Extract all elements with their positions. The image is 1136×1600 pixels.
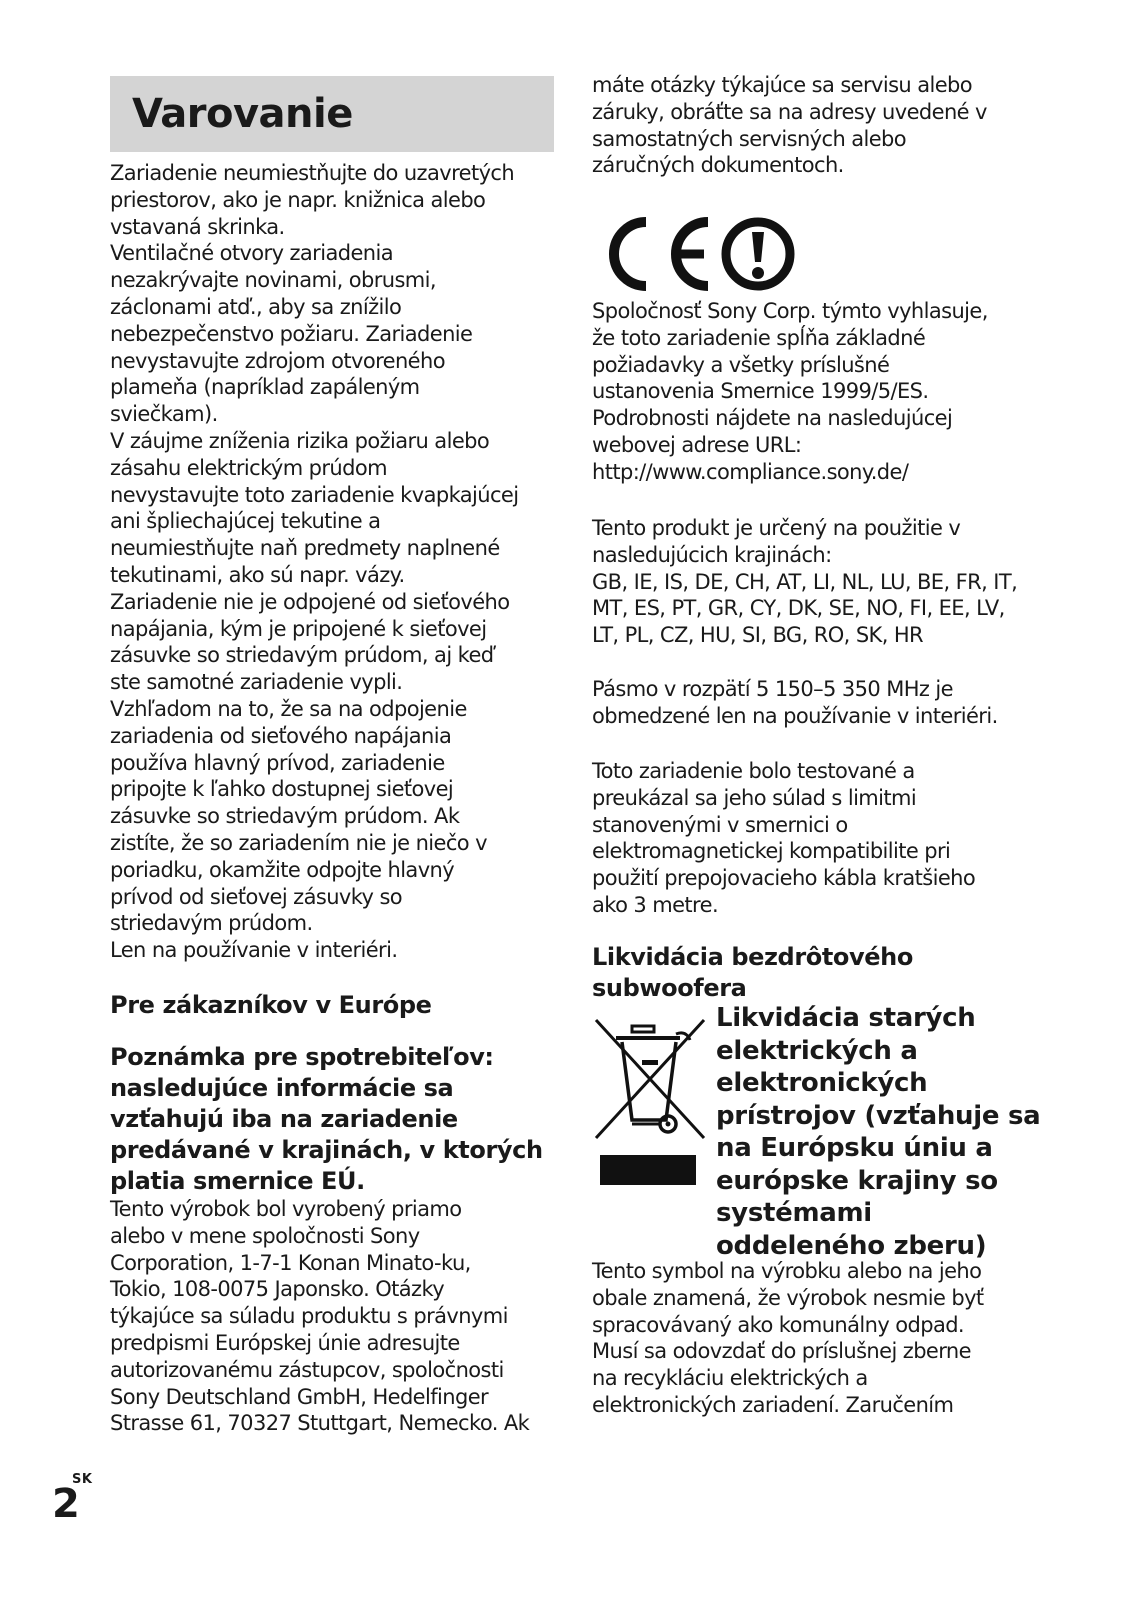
- ce-mark-group: [592, 216, 802, 296]
- countries-text: Tento produkt je určený na použitie v nasledujúcich krajinách: GB, IE, IS, DE, CH, AT, LI, NL, LU, BE, FR, IT, MT, ES, PT, GR, CY, DK, SE, NO, FI, EE, LV, LT, PL, CZ, HU, SI, BG, RO, SK, HR: [592, 516, 1018, 648]
- heading-consumer-note: Poznámka pre spotrebiteľov: nasledujúce informácie sa vzťahujú iba na zariadenie predávané v krajinách, v ktorých platia smernice EÚ.: [110, 1043, 543, 1195]
- weee-bar: [600, 1155, 696, 1185]
- page-title: Varovanie: [132, 91, 353, 137]
- heading-europe: Pre zákazníkov v Európe: [110, 991, 432, 1019]
- weee-symbol: [592, 1016, 708, 1186]
- declaration-text: Spoločnosť Sony Corp. týmto vyhlasuje, že toto zariadenie spĺňa základné požiadavky a všetky príslušné ustanovenia Smernice 1999/5/ES. Podrobnosti nájdete na nasledujúcej webovej adrese URL: http://www.compliance.sony.de/: [592, 299, 988, 484]
- page-number: 2: [52, 1481, 80, 1527]
- band-text: Pásmo v rozpätí 5 150–5 350 MHz je obmedzené len na používanie v interiéri.: [592, 677, 998, 728]
- note-text: Tento výrobok bol vyrobený priamo alebo v mene spoločnosti Sony Corporation, 1-7-1 Konan Minato-ku, Tokio, 108-0075 Japonsko. Otázky týkajúce sa súladu produktu s právnymi predpismi Európskej únie adresujte autorizovanému zástupcov, spoločnosti Sony Deutschland GmbH, Hedelfinger Strasse 61, 70327 Stuttgart, Nemecko. Ak: [110, 1197, 530, 1436]
- ce-mark-icon: [592, 216, 802, 292]
- continued-text: máte otázky týkajúce sa servisu alebo záruky, obráťte sa na adresy uvedené v samostatných servisných alebo záručných dokumentoch.: [592, 73, 987, 178]
- exclamation-circle-icon: [726, 222, 790, 286]
- disposal-text: Tento symbol na výrobku alebo na jeho obale znamená, že výrobok nesmie byť spracovávaný ako komunálny odpad. Musí sa odovzdať do príslušnej zberne na recykláciu elektrických a elektronických zariadení. Zaručením: [592, 1259, 984, 1417]
- page-language: SK: [72, 1472, 93, 1487]
- heading-disposal: Likvidácia bezdrôtového subwoofera: [592, 943, 913, 1002]
- title-box: [110, 76, 554, 152]
- heading-old-devices: Likvidácia starých elektrických a elektronických prístrojov (vzťahuje sa na Európsku úniu a európske krajiny so systémami oddeleného zberu): [716, 1003, 1041, 1261]
- warning-text: Zariadenie neumiestňujte do uzavretých priestorov, ako je napr. knižnica alebo vstavaná skrinka. Ventilačné otvory zariadenia nezakrývajte novinami, obrusmi, záclonami atď., aby sa znížilo nebezpečenstvo požiaru. Zariadenie nevystavujte zdrojom otvoreného plameňa (napríklad zapáleným sviečkam). V záujme zníženia rizika požiaru alebo zásahu elektrickým prúdom nevystavujte toto zariadenie kvapkajúcej ani špliechajúcej tekutine a neumiestňujte naň predmety naplnené tekutinami, ako sú napr. vázy. Zariadenie nie je odpojené od sieťového napájania, kým je pripojené k sieťovej zásuvke so striedavým prúdom, aj keď ste samotné zariadenie vypli. Vzhľadom na to, že sa na odpojenie zariadenia od sieťového napájania používa hlavný prívod, zariadenie pripojte k ľahko dostupnej sieťovej zásuvke so striedavým prúdom. Ak zistíte, že so zariadením nie je niečo v poriadku, okamžite odpojte hlavný prívod od sieťovej zásuvky so striedavým prúdom. Len na používanie v interiéri.: [110, 161, 519, 963]
- crossed-out-wheelie-bin-icon: [592, 1016, 708, 1146]
- emc-text: Toto zariadenie bolo testované a preukázal sa jeho súlad s limitmi stanovenými v smernici o elektromagnetickej kompatibilite pri použití prepojovacieho kábla kratšieho ako 3 metre.: [592, 759, 976, 917]
